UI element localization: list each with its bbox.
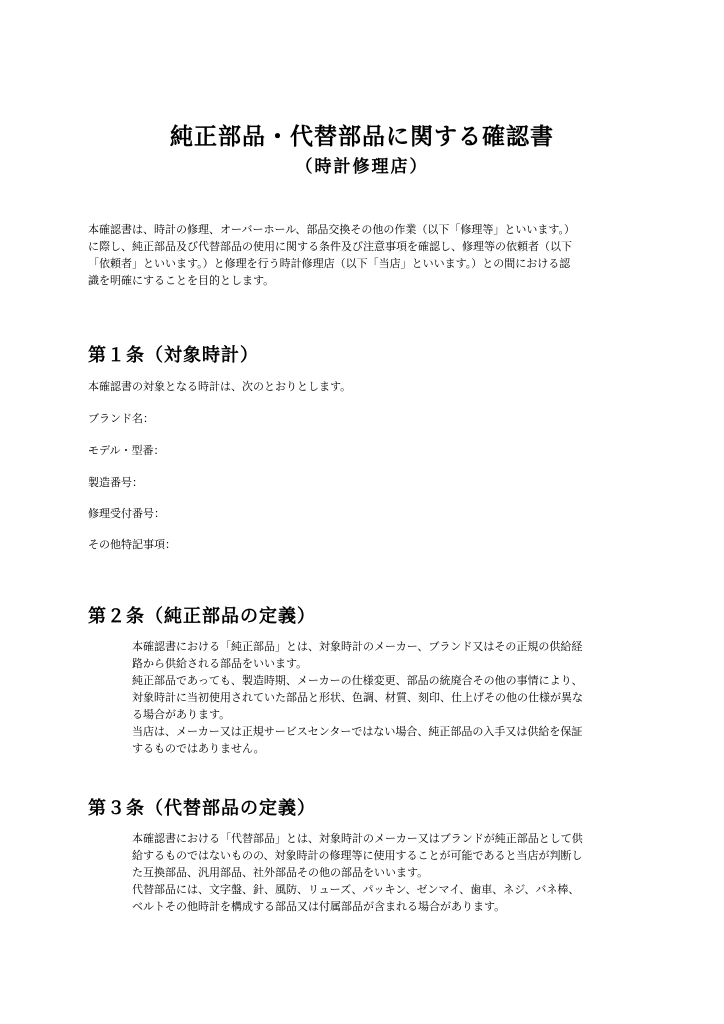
article3-line: 代替部品には、文字盤、針、風防、リューズ、パッキン、ゼンマイ、歯車、ネジ、バネ棒、 [132,883,580,896]
repair-receipt-number-field: 修理受付番号： [88,507,165,520]
article2-line: る場合があります。 [132,708,231,721]
article3-body [132,830,642,915]
article1-lead: 本確認書の対象となる時計は、次のとおりとします。 [88,380,352,393]
article3-line: 本確認書における「代替部品」とは、対象時計のメーカー又はブランドが純正部品として供 [132,832,583,845]
intro-line: 識を明確にすることを目的とします。 [88,274,275,287]
article3-line: 給するものではないものの、対象時計の修理等に使用することが可能であると当店が判断し [132,849,583,862]
serial-number-field: 製造番号： [88,476,143,489]
article2-line: するものではありません。 [132,742,265,755]
brand-name-field: ブランド名： [88,412,154,425]
article2-line: 路から供給される部品をいいます。 [132,657,308,670]
model-number-field: モデル・型番： [88,444,165,457]
article2-heading: 第２条（純正部品の定義） [88,606,316,627]
article3-line: た互換部品、汎用部品、社外部品その他の部品をいいます。 [132,866,429,879]
intro-line: に際し、純正部品及び代替部品の使用に関する条件及び注意事項を確認し、修理等の依頼者（以下 [88,240,572,253]
article1-heading: 第１条（対象時計） [88,345,259,366]
intro-line: 「依頼者」といいます。）と修理を行う時計修理店（以下「当店」といいます。）との間における認 [88,257,571,270]
article2-line: 純正部品であっても、製造時期、メーカーの仕様変更、部品の統廃合その他の事情により、 [132,674,583,687]
article3-heading: 第３条（代替部品の定義） [88,798,316,819]
other-notes-field: その他特記事項： [88,538,176,551]
document-title: 純正部品・代替部品に関する確認書 [170,124,554,150]
article2-line: 対象時計に当初使用されていた部品と形状、色調、材質、刻印、仕上げその他の仕様が異な [132,691,583,704]
intro-line: 本確認書は、時計の修理、オーバーホール、部品交換その他の作業（以下「修理等」といいます。） [88,223,575,236]
document-subtitle: （時計修理店） [295,157,429,177]
intro-paragraph [88,221,648,289]
article3-line: ベルトその他時計を構成する部品又は付属部品が含まれる場合があります。 [132,900,506,913]
article2-line: 本確認書における「純正部品」とは、対象時計のメーカー、ブランド又はその正規の供給経 [132,640,583,653]
article2-line: 当店は、メーカー又は正規サービスセンターではない場合、純正部品の入手又は供給を保証 [132,725,583,738]
article2-body [132,638,642,757]
